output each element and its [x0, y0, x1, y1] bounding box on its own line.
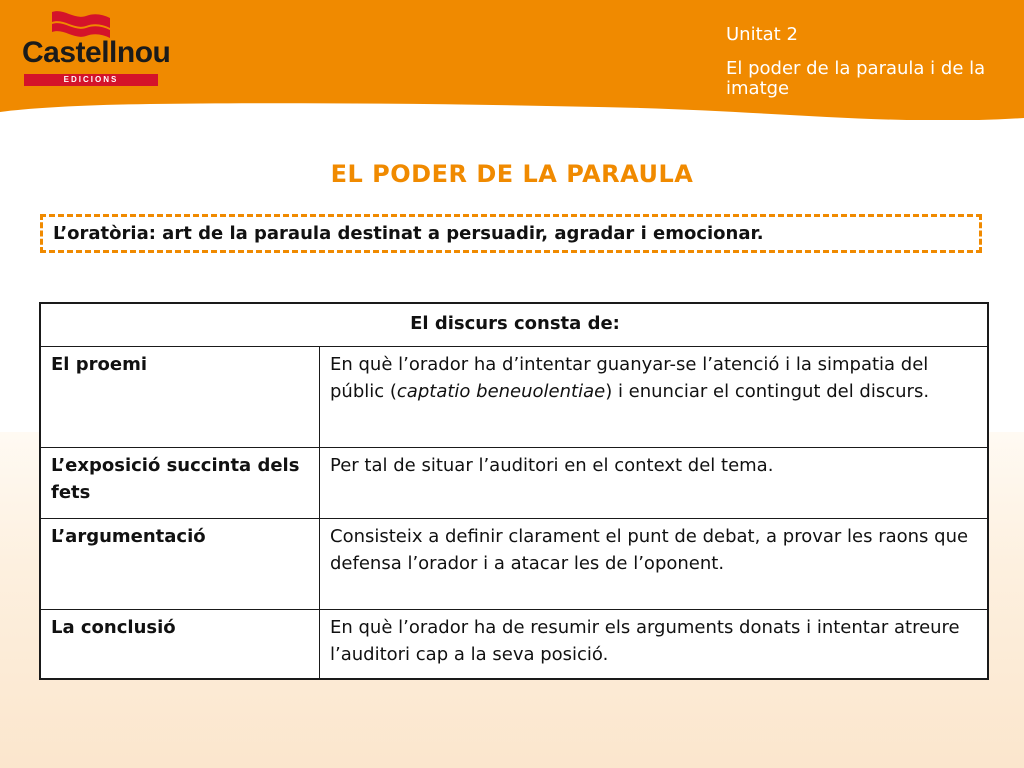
latin-term: captatio beneuolentiae: [396, 381, 606, 402]
description-cell: Per tal de situar l’auditori en el context del tema.: [320, 448, 989, 519]
table-row: [40, 347, 988, 448]
term-cell: L’exposició succinta dels fets: [40, 448, 320, 519]
description-cell: En què l’orador ha de resumir els arguments donats i intentar atreure l’auditori cap a la seva posició.: [320, 610, 989, 680]
logo-wordmark: Castellnou: [22, 36, 171, 69]
table-header-row: [40, 303, 988, 347]
description-text-end: ) i enunciar el contingut del discurs.: [605, 381, 930, 402]
term-cell: El proemi: [40, 347, 320, 448]
table-row: [40, 519, 988, 610]
description-text: En què l’orador ha d’intentar guanyar-se l’atenció i la simpatia del públic (: [330, 354, 929, 402]
term-cell: L’argumentació: [40, 519, 320, 610]
definition-box: [40, 214, 982, 253]
page-title: EL PODER DE LA PARAULA: [330, 160, 694, 188]
logo-subtitle: EDICIONS: [24, 74, 158, 86]
unit-info: [726, 24, 1016, 99]
unit-number: Unitat 2: [726, 24, 798, 45]
description-cell: Consisteix a definir clarament el punt de debat, a provar les raons que defensa l’orador i a atacar les de l’oponent.: [320, 519, 989, 610]
unit-title: El poder de la paraula i de la imatge: [726, 58, 986, 99]
definition-text: L’oratòria: art de la paraula destinat a persuadir, agradar i emocionar.: [53, 223, 764, 244]
table-row: [40, 610, 988, 680]
discourse-parts-table: [39, 302, 989, 680]
table-header: El discurs consta de:: [40, 303, 988, 347]
description-cell: [320, 347, 989, 448]
castellnou-logo[interactable]: [22, 10, 171, 84]
term-cell: La conclusió: [40, 610, 320, 680]
table-row: [40, 448, 988, 519]
header-banner: [0, 0, 1024, 120]
